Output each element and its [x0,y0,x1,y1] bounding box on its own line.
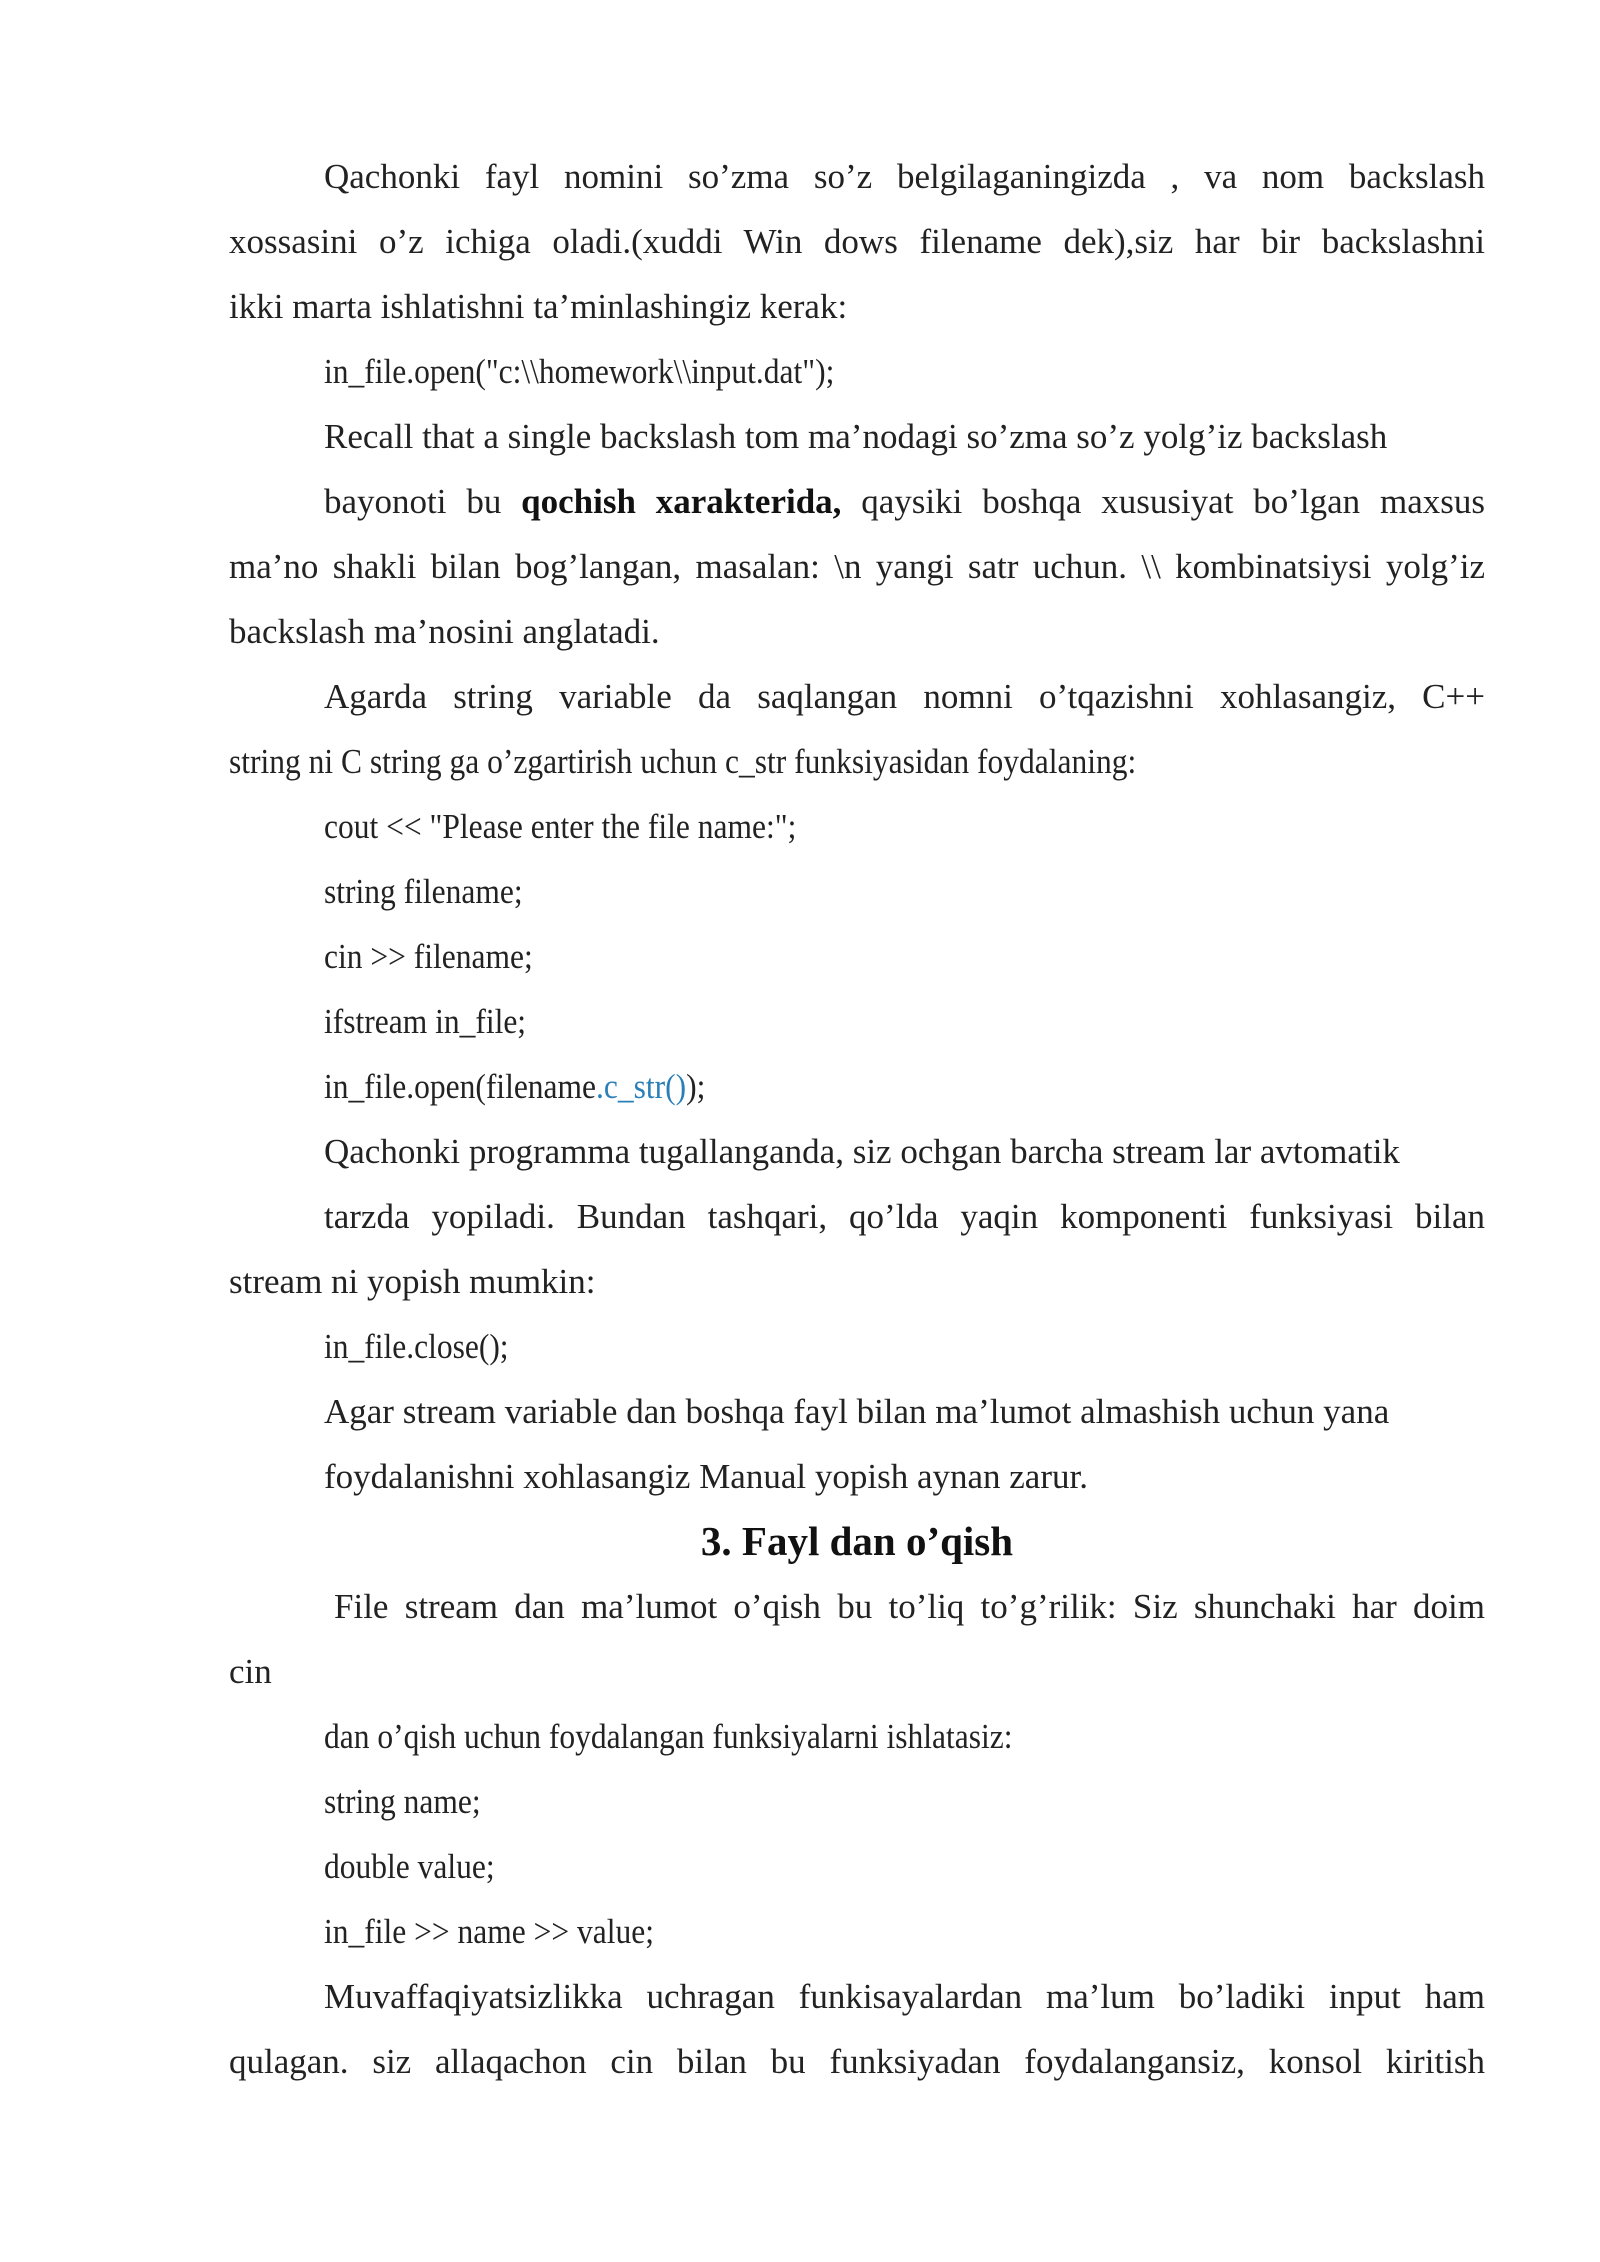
paragraph-line [229,469,1485,534]
paragraph-line: xossasini o’z ichiga oladi.(xuddi Win dows filename dek),siz har bir backslashni [229,222,1485,261]
code-line [229,1054,1485,1119]
c-str-link[interactable]: .c_str() [596,1067,687,1106]
paragraph-line: backslash ma’nosini anglatadi. [229,612,660,651]
code-part: in_file.open(filename [324,1067,597,1106]
code-line [229,339,1485,404]
text-span: dan o’qish uchun foydalangan funksiyalarni ishlatasiz: [324,1717,1013,1756]
paragraph-line: foydalanishni xohlasangiz Manual yopish aynan zarur. [324,1457,1088,1496]
paragraph-line: Recall that a single backslash tom ma’nodagi so’zma so’z yolg’iz backslash [324,417,1388,456]
section-heading: 3. Fayl dan o’qish [700,1518,1014,1564]
paragraph-line: cin [229,1652,272,1691]
paragraph-line: File stream dan ma’lumot o’qish bu to’liq to’g’rilik: Siz shunchaki har doim [334,1587,1485,1626]
paragraph-line: Agar stream variable dan boshqa fayl bilan ma’lumot almashish uchun yana [324,1392,1390,1431]
code-text: cin >> filename; [324,937,533,976]
code-line [229,924,1485,989]
text-span: string ni C string ga o’zgartirish uchun c_str funksiyasidan foydalaning: [229,742,1137,781]
paragraph-line: ma’no shakli bilan bog’langan, masalan: \n yangi satr uchun. \\ kombinatsiysi yolg’iz [229,547,1485,586]
paragraph-line: Muvaffaqiyatsizlikka uchragan funkisayalardan ma’lum bo’ladiki input ham [324,1977,1485,2016]
paragraph-line: tarzda yopiladi. Bundan tashqari, qo’lda yaqin komponenti funksiyasi bilan [324,1197,1485,1236]
paragraph-line [229,1704,1485,1769]
text-span: bayonoti bu [324,482,522,521]
paragraph-line: ikki marta ishlatishni ta’minlashingiz kerak: [229,287,848,326]
code-text: in_file.open("c:\\homework\\input.dat"); [324,352,835,391]
paragraph-line: stream ni yopish mumkin: [229,1262,596,1301]
document-page [229,144,1485,2094]
code-line [229,989,1485,1054]
code-line [229,794,1485,859]
code-text: in_file.close(); [324,1327,509,1366]
code-text: double value; [324,1847,495,1886]
paragraph-line: Qachonki fayl nomini so’zma so’z belgilaganingizda , va nom backslash [324,157,1485,196]
paragraph-line: qulagan. siz allaqachon cin bilan bu funksiyadan foydalangansiz, konsol kiritish [229,2042,1485,2081]
code-text: string filename; [324,872,523,911]
code-part: ); [686,1067,706,1106]
code-line [229,1899,1485,1964]
code-text: string name; [324,1782,481,1821]
code-text: in_file >> name >> value; [324,1912,654,1951]
code-line [229,1314,1485,1379]
paragraph-line: Agarda string variable da saqlangan nomni o’tqazishni xohlasangiz, C++ [324,677,1485,716]
text-span: qaysiki boshqa xususiyat bo’lgan maxsus [841,482,1485,521]
code-line [229,1769,1485,1834]
paragraph-line: Qachonki programma tugallanganda, siz ochgan barcha stream lar avtomatik [324,1132,1400,1171]
code-text: ifstream in_file; [324,1002,527,1041]
code-line [229,859,1485,924]
code-text: cout << "Please enter the file name:"; [324,807,797,846]
bold-term: qochish xarakterida, [521,482,842,521]
code-line [229,1834,1485,1899]
code-text [324,1054,705,1119]
paragraph-line [229,729,1485,794]
